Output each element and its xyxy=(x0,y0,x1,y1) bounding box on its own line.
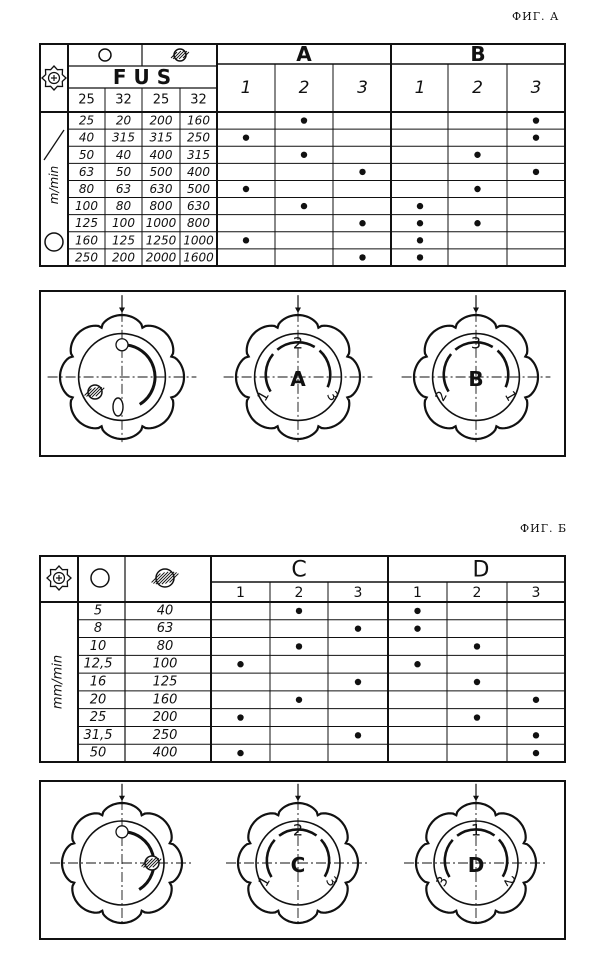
speed-value: 200 xyxy=(149,113,173,128)
position-number: 3 xyxy=(322,873,341,890)
lever-slot xyxy=(113,398,123,416)
position-number: 1 xyxy=(501,388,520,405)
feed-value: 40 xyxy=(156,603,174,619)
feed-value: 125 xyxy=(152,674,178,690)
pointer-arrow-head xyxy=(119,308,125,314)
selector-knob xyxy=(224,295,373,442)
feed-value: 400 xyxy=(152,745,178,761)
feed-value: 250 xyxy=(152,727,178,743)
speed-value: 50 xyxy=(115,164,132,179)
speed-value: 125 xyxy=(112,233,135,248)
speed-value: 500 xyxy=(149,164,173,179)
speed-value: 20 xyxy=(115,113,132,128)
position-number: 2 xyxy=(432,388,451,405)
selector-knob xyxy=(226,784,370,926)
hollow-circle-icon xyxy=(116,339,128,351)
speed-value: 125 xyxy=(75,216,98,231)
speed-value: 800 xyxy=(187,216,210,231)
feed-value: 31,5 xyxy=(83,727,113,743)
setting-dot xyxy=(533,169,539,175)
setting-dot xyxy=(414,608,420,614)
setting-dot xyxy=(301,117,307,123)
setting-dot xyxy=(243,134,249,140)
knob-center-letter: B xyxy=(468,367,484,391)
speed-value: 630 xyxy=(149,182,173,196)
position-col-header: 2 xyxy=(472,78,483,98)
hollow-circle-icon xyxy=(99,49,111,61)
setting-dot xyxy=(355,732,361,738)
setting-dot xyxy=(533,134,539,140)
speed-value: 315 xyxy=(187,147,210,162)
setting-dot xyxy=(355,625,361,631)
speed-value: 50 xyxy=(78,147,95,162)
speed-value: 25 xyxy=(78,113,95,128)
hatched-circle-icon xyxy=(85,385,105,399)
position-col-header: 3 xyxy=(531,585,541,601)
fus-label: F U S xyxy=(112,65,172,89)
figure-a-knob-panel xyxy=(0,285,600,465)
speed-value: 1250 xyxy=(145,233,177,248)
group-letter: B xyxy=(470,42,486,66)
feed-value: 63 xyxy=(156,621,174,637)
hatched-circle-icon xyxy=(171,49,189,61)
speed-value: 315 xyxy=(112,130,135,145)
speed-value: 315 xyxy=(149,130,173,145)
speed-value: 63 xyxy=(78,164,95,179)
setting-dot xyxy=(296,697,302,703)
speed-value: 400 xyxy=(187,164,210,179)
hatched-circle-icon xyxy=(142,856,162,870)
setting-dot xyxy=(355,679,361,685)
speed-value: 200 xyxy=(112,250,135,265)
knob-center-letter: D xyxy=(467,853,485,877)
speed-col-header: 25 xyxy=(152,92,170,108)
unit-label: m/min xyxy=(47,165,61,205)
speed-value: 250 xyxy=(75,250,98,265)
feed-value: 20 xyxy=(89,692,107,708)
position-col-header: 1 xyxy=(414,78,426,98)
setting-dot xyxy=(237,750,243,756)
speed-value: 250 xyxy=(187,130,210,145)
setting-dot xyxy=(359,220,365,226)
selector-knob xyxy=(48,295,197,442)
position-col-header: 2 xyxy=(472,585,482,601)
group-letter: C xyxy=(291,557,307,583)
setting-dot xyxy=(237,714,243,720)
speed-value: 1000 xyxy=(183,233,214,248)
setting-dot xyxy=(533,750,539,756)
selector-arc xyxy=(122,345,155,405)
position-number: 2 xyxy=(292,333,304,353)
feed-value: 10 xyxy=(89,638,107,654)
speed-col-header: 32 xyxy=(115,92,132,108)
speed-value: 160 xyxy=(75,233,98,248)
feed-value: 5 xyxy=(93,603,103,619)
setting-dot xyxy=(417,237,423,243)
speed-value: 80 xyxy=(78,182,95,196)
feed-value: 100 xyxy=(152,656,178,672)
setting-dot xyxy=(237,661,243,667)
setting-dot xyxy=(301,152,307,158)
position-col-header: 2 xyxy=(298,78,310,98)
speed-value: 160 xyxy=(187,113,210,128)
gear-icon xyxy=(42,66,66,90)
feed-value: 80 xyxy=(156,638,174,654)
feed-value: 25 xyxy=(89,710,107,726)
pointer-arrow-head xyxy=(295,308,301,314)
setting-dot xyxy=(417,203,423,209)
speed-value: 1000 xyxy=(145,216,177,231)
setting-dot xyxy=(301,203,307,209)
speed-value: 40 xyxy=(78,130,95,145)
speed-value: 40 xyxy=(115,147,132,162)
position-col-header: 1 xyxy=(240,78,252,98)
setting-dot xyxy=(533,697,539,703)
figure-a-table xyxy=(0,0,600,270)
feed-value: 8 xyxy=(93,621,103,637)
speed-value: 800 xyxy=(149,199,173,214)
gear-icon xyxy=(47,566,71,590)
speed-col-header: 25 xyxy=(78,92,95,108)
setting-dot xyxy=(243,186,249,192)
position-number: 3 xyxy=(323,388,342,405)
feed-value: 160 xyxy=(152,692,178,708)
knob-icon xyxy=(45,233,63,251)
selector-knob xyxy=(402,295,551,442)
speed-value: 100 xyxy=(112,216,135,231)
slash-mark xyxy=(44,130,64,160)
figure-a-label: ФИГ. А xyxy=(512,10,560,23)
setting-dot xyxy=(414,625,420,631)
pointer-arrow-head xyxy=(473,308,479,314)
setting-dot xyxy=(296,608,302,614)
hollow-circle-icon xyxy=(116,826,128,838)
position-number: 3 xyxy=(470,333,482,353)
setting-dot xyxy=(474,186,480,192)
position-number: 2 xyxy=(292,820,304,840)
setting-dot xyxy=(533,117,539,123)
setting-dot xyxy=(474,152,480,158)
speed-value: 500 xyxy=(187,182,210,196)
position-col-header: 3 xyxy=(353,585,363,601)
setting-dot xyxy=(533,732,539,738)
speed-value: 1600 xyxy=(183,250,214,265)
position-number: 1 xyxy=(470,820,482,840)
knob-center-letter: C xyxy=(290,853,306,877)
position-col-header: 3 xyxy=(530,78,542,98)
speed-value: 80 xyxy=(115,199,132,214)
setting-dot xyxy=(474,679,480,685)
position-number: 1 xyxy=(254,388,273,405)
position-number: 3 xyxy=(433,873,452,890)
speed-value: 2000 xyxy=(145,250,177,265)
feed-value: 16 xyxy=(89,674,107,690)
feed-value: 50 xyxy=(89,745,107,761)
position-number: 1 xyxy=(255,873,274,890)
figure-b-label: ФИГ. Б xyxy=(520,522,568,535)
setting-dot xyxy=(414,661,420,667)
pointer-arrow-head xyxy=(295,796,301,801)
figure-b-table xyxy=(0,540,600,765)
position-col-header: 3 xyxy=(357,78,368,98)
selector-knob xyxy=(50,784,194,926)
speed-value: 400 xyxy=(149,147,173,162)
position-col-header: 2 xyxy=(294,585,304,601)
speed-col-header: 32 xyxy=(190,92,207,108)
position-number: 2 xyxy=(500,873,519,890)
knob-center-letter: A xyxy=(290,367,306,391)
feed-value: 200 xyxy=(152,710,178,726)
group-letter: A xyxy=(296,42,312,66)
unit-label: mm/min xyxy=(50,654,66,710)
figure-b-knob-panel xyxy=(0,775,600,945)
speed-value: 100 xyxy=(75,199,98,214)
setting-dot xyxy=(417,254,423,260)
feed-value: 12,5 xyxy=(83,656,113,672)
hollow-circle-icon xyxy=(91,569,109,587)
position-col-header: 1 xyxy=(413,585,422,601)
setting-dot xyxy=(243,237,249,243)
selector-knob xyxy=(404,784,548,926)
position-col-header: 1 xyxy=(236,585,245,601)
setting-dot xyxy=(296,643,302,649)
setting-dot xyxy=(474,220,480,226)
speed-value: 63 xyxy=(115,182,132,196)
group-letter: D xyxy=(472,557,490,583)
setting-dot xyxy=(359,254,365,260)
setting-dot xyxy=(474,643,480,649)
speed-value: 630 xyxy=(187,199,210,214)
pointer-arrow-head xyxy=(119,796,125,801)
setting-dot xyxy=(474,714,480,720)
pointer-arrow-head xyxy=(473,796,479,801)
setting-dot xyxy=(417,220,423,226)
hatched-circle-icon xyxy=(152,569,179,587)
setting-dot xyxy=(359,169,365,175)
